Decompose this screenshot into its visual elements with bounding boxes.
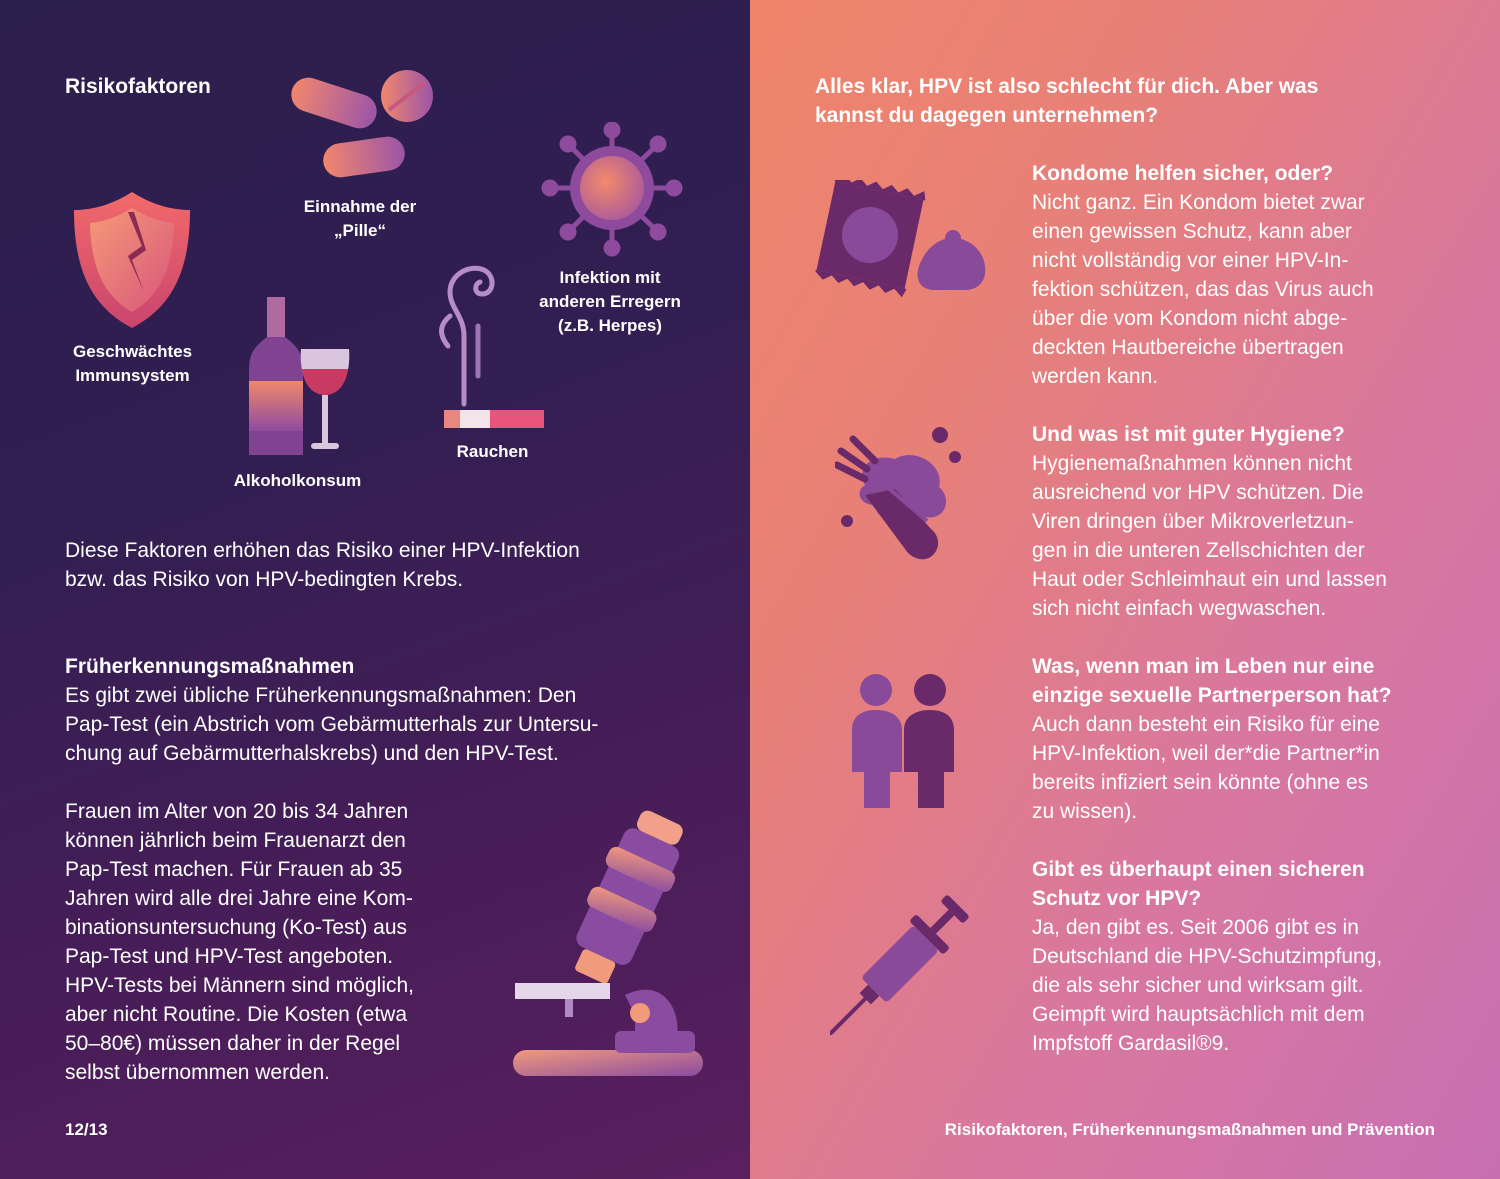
cigarette-icon <box>430 256 550 431</box>
women-line6: Pap-Test und HPV-Test angeboten. <box>65 945 394 968</box>
intro-line1: Alles klar, HPV ist also schlecht für dich. Aber was <box>815 75 1319 98</box>
alcohol-label: Alkoholkonsum <box>233 471 362 490</box>
qa4-answer-line2: Deutschland die HPV-Schutzimpfung, <box>1032 945 1383 968</box>
page-number: 12/13 <box>65 1120 108 1139</box>
qa2-answer-line3: Viren dringen über Mikroverletzun- <box>1032 510 1354 533</box>
infection-label-line3: (z.B. Herpes) <box>558 316 662 335</box>
qa1-answer-line2: einen gewissen Schutz, kann aber <box>1032 220 1352 243</box>
women-line8: aber nicht Routine. Die Kosten (etwa <box>65 1003 408 1026</box>
pill-label-line1: Einnahme der <box>303 197 417 216</box>
qa4-answer-line4: Geimpft wird hauptsächlich mit dem <box>1032 1003 1365 1026</box>
women-line1: Frauen im Alter von 20 bis 34 Jahren <box>65 800 409 823</box>
qa2-answer-line5: Haut oder Schleimhaut ein und lassen <box>1032 568 1387 591</box>
women-line10: selbst übernommen werden. <box>65 1061 330 1084</box>
qa2-answer-line4: gen in die unteren Zellschichten der <box>1032 539 1365 562</box>
condom-icon <box>815 180 995 300</box>
summary-line1: Diese Faktoren erhöhen das Risiko einer HPV-Infektion <box>65 539 580 562</box>
broken-shield-icon <box>70 188 195 333</box>
right-page <box>750 0 1500 1179</box>
infection-label-line2: anderen Erregern <box>539 292 681 311</box>
syringe-icon <box>830 890 975 1035</box>
early-detection-title: Früherkennungsmaßnahmen <box>65 655 355 678</box>
washing-hands-icon <box>835 425 965 575</box>
footer-section-title: Risikofaktoren, Früherkennungsmaßnahmen und Prävention <box>944 1120 1435 1139</box>
early-detection-line3: chung auf Gebärmutterhalskrebs) und den HPV-Test. <box>65 742 559 765</box>
qa4-answer-line1: Ja, den gibt es. Seit 2006 gibt es in <box>1032 916 1359 939</box>
qa4-question-line2: Schutz vor HPV? <box>1032 887 1202 910</box>
qa3-question-line1: Was, wenn man im Leben nur eine <box>1032 655 1375 678</box>
pill-icon <box>285 68 445 188</box>
qa1-answer-line3: nicht vollständig vor einer HPV-In- <box>1032 249 1349 272</box>
early-detection-line2: Pap-Test (ein Abstrich vom Gebärmutterhals zur Untersu- <box>65 713 599 736</box>
immune-label-line2: Immunsystem <box>75 366 190 385</box>
qa2-question: Und was ist mit guter Hygiene? <box>1032 423 1345 446</box>
smoking-label: Rauchen <box>456 442 529 461</box>
qa1-answer-line4: fektion schützen, das das Virus auch <box>1032 278 1374 301</box>
qa4-answer-line3: die als sehr sicher und wirksam gilt. <box>1032 974 1364 997</box>
early-detection-line1: Es gibt zwei übliche Früherkennungsmaßnahmen: Den <box>65 684 577 707</box>
qa3-answer-line1: Auch dann besteht ein Risiko für eine <box>1032 713 1380 736</box>
women-line4: Jahren wird alle drei Jahre eine Kom- <box>65 887 413 910</box>
qa3-answer-line4: zu wissen). <box>1032 800 1138 823</box>
women-line3: Pap-Test machen. Für Frauen ab 35 <box>65 858 403 881</box>
risk-factors-title: Risikofaktoren <box>65 75 211 98</box>
qa1-answer-line7: werden kann. <box>1032 365 1159 388</box>
qa3-answer-line3: bereits infiziert sein könnte (ohne es <box>1032 771 1369 794</box>
qa2-answer-line1: Hygienemaßnahmen können nicht <box>1032 452 1352 475</box>
infection-label-line1: Infektion mit <box>559 268 661 287</box>
qa1-question: Kondome helfen sicher, oder? <box>1032 162 1334 185</box>
qa1-answer-line1: Nicht ganz. Ein Kondom bietet zwar <box>1032 191 1365 214</box>
qa1-answer-line6: deckten Hautbereiche übertragen <box>1032 336 1344 359</box>
virus-icon <box>540 122 685 257</box>
qa3-question-line2: einzige sexuelle Partnerperson hat? <box>1032 684 1392 707</box>
qa2-answer-line6: sich nicht einfach wegwaschen. <box>1032 597 1327 620</box>
women-line9: 50–80€) müssen daher in der Regel <box>65 1032 401 1055</box>
intro-line2: kannst du dagegen unternehmen? <box>815 104 1159 127</box>
women-line2: können jährlich beim Frauenarzt den <box>65 829 406 852</box>
qa4-answer-line5: Impfstoff Gardasil®9. <box>1032 1032 1230 1055</box>
pill-label-line2: „Pille“ <box>334 221 386 240</box>
qa3-answer-line2: HPV-Infektion, weil der*die Partner*in <box>1032 742 1380 765</box>
qa1-answer-line5: über die vom Kondom nicht abge- <box>1032 307 1348 330</box>
qa2-answer-line2: ausreichend vor HPV schützen. Die <box>1032 481 1364 504</box>
summary-line2: bzw. das Risiko von HPV-bedingten Krebs. <box>65 568 464 591</box>
qa4-question-line1: Gibt es überhaupt einen sicheren <box>1032 858 1365 881</box>
immune-label-line1: Geschwächtes <box>72 342 193 361</box>
wine-bottle-glass-icon <box>245 295 355 460</box>
women-line5: binationsuntersuchung (Ko-Test) aus <box>65 916 408 939</box>
microscope-icon <box>505 795 710 1080</box>
women-line7: HPV-Tests bei Männern sind möglich, <box>65 974 414 997</box>
two-people-icon <box>850 672 955 812</box>
